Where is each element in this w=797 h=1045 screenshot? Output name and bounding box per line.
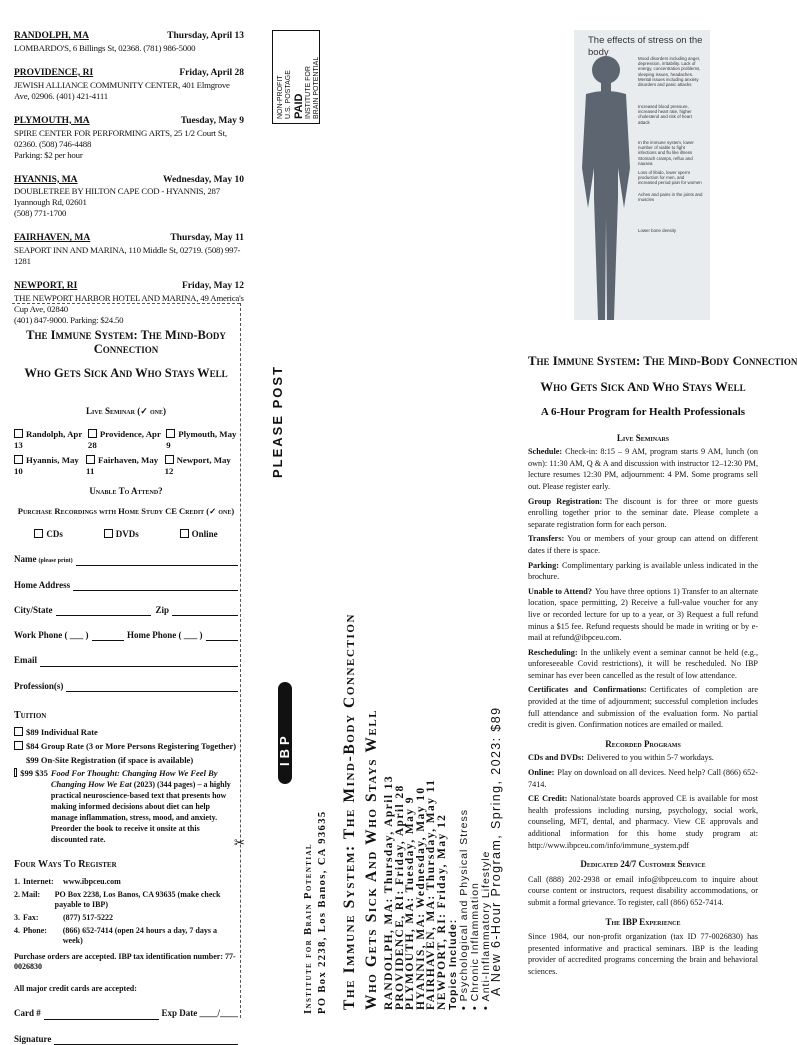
- location-entry: [14, 68, 244, 102]
- location-extra: (508) 771-1700: [14, 208, 67, 219]
- format-option[interactable]: [180, 529, 218, 540]
- infographic-note: Stomach cramps, reflux and nausea: [638, 156, 693, 167]
- register-way: [14, 913, 238, 923]
- cut-line-horizontal: [12, 303, 240, 304]
- recorded-heading: Recorded Programs: [605, 738, 681, 749]
- register-way-number: 4.: [14, 926, 20, 936]
- register-way-value[interactable]: (866) 652-7414 (open 24 hours a day, 7 days a week): [62, 926, 217, 946]
- please-post: PLEASE POST: [270, 364, 285, 478]
- tuition-checkbox[interactable]: [14, 727, 23, 736]
- location-detail: LOMBARDO'S, 6 Billings St, 02368. (781) 986-5000: [14, 42, 196, 53]
- seminar-option-label: Newport, May 12: [164, 455, 231, 477]
- format-checkbox[interactable]: [34, 529, 43, 538]
- work-phone-label: Work Phone ( ___ ): [14, 630, 89, 641]
- register-way-method: Mail:: [21, 890, 41, 900]
- location-extra: (401) 847-9000. Parking: $24.50: [14, 315, 124, 326]
- topic-label: Anti-Inflammatory Lifestyle: [480, 850, 492, 1002]
- mailer-date: FAIRHAVEN, MA: Thursday, May 11: [425, 778, 438, 1010]
- credit-cards-note: All major credit cards are accepted:: [14, 984, 137, 994]
- live-seminars-heading: Live Seminars: [616, 432, 670, 443]
- format-checkbox[interactable]: [180, 529, 189, 538]
- info-paragraph-text: In the unlikely event a seminar cannot be held (e.g., unforeseeable Covid restrictions), it will be rescheduled. No IBP seminar has ever been cancelled as the result of low attendance.: [528, 647, 758, 680]
- seminar-checkbox[interactable]: [86, 455, 95, 464]
- mailer-title-line1: The Immune System: The Mind-Body Connection: [341, 612, 358, 1010]
- body-figure-icon: [576, 48, 636, 320]
- register-way: [14, 926, 238, 946]
- address-field[interactable]: [14, 580, 238, 591]
- format-option[interactable]: [34, 529, 63, 540]
- info-paragraph-key: Unable to Attend?: [528, 586, 592, 596]
- register-way-number: 1.: [14, 877, 20, 887]
- city-label: City/State: [14, 604, 53, 615]
- info-paragraph-text: You or members of your group can attend on different dates if there is space.: [528, 534, 758, 555]
- info-paragraph-text: The discount is for three or more guests enrolling together prior to the seminar date. Please complete a separate registration form for each person.: [528, 496, 758, 529]
- format-label: Online: [191, 529, 218, 540]
- seminar-checkbox[interactable]: [14, 429, 23, 438]
- location-city: FAIRHAVEN, MA: [14, 233, 91, 244]
- bullet-icon: •: [458, 1005, 470, 1010]
- location-extra: Parking: $2 per hour: [14, 149, 83, 160]
- customer-service-heading: Dedicated 24/7 Customer Service: [580, 859, 706, 870]
- info-paragraph-text: Play on download on all devices. Need help? Call (866) 652-7414.: [528, 768, 758, 789]
- info-paragraph-key: Certificates and Confirmations:: [528, 685, 647, 695]
- info-paragraph-text: Certificates of completion are provided at the time of adjournment; successful completion includes full attendance and submission of the evaluation form. No partial credit is given. Confirmation notices are emailed or mailed.: [528, 685, 758, 730]
- right-subtitle: A 6-Hour Program for Health Professionals: [540, 406, 746, 418]
- register-way-method: Internet:: [23, 877, 54, 887]
- locations-list: [14, 31, 244, 326]
- seminar-option-label: Hyannis, May 10: [14, 455, 79, 477]
- register-way-number: 3.: [14, 913, 20, 923]
- tuition-checkbox[interactable]: [14, 741, 23, 750]
- location-entry: [14, 31, 244, 54]
- format-checkbox[interactable]: [104, 529, 113, 538]
- info-paragraph: [528, 752, 758, 764]
- book-title: Food For Thought: Changing How We Feel By Changing How We Eat: [50, 768, 218, 789]
- form-title-line1: The Immune System: The Mind-Body Connection: [26, 328, 226, 356]
- book-description: (2023) (344 pages) – a highly practical neuroscience-based text that presents how making informed decisions about diet can help manage inflammation, stress, mood, and anxiety. Preorder the book to receive it onsite at this discounted rate.: [50, 779, 231, 844]
- unable-heading: Unable To Attend?: [89, 486, 163, 497]
- location-city: PROVIDENCE, RI: [14, 67, 94, 78]
- info-paragraph-text: You have three options 1) Transfer to an alternate location, space permitting, 2) Receive a full-value voucher for any live or recorded lecture for up to a year, or 3) Request a full refund minus a $15 fee. Refund requests should be made in writing or by e-mail at refund@ibpceu.com.: [528, 586, 758, 643]
- seminar-option[interactable]: [14, 429, 88, 451]
- tuition-option[interactable]: [14, 755, 238, 766]
- seminar-checkbox[interactable]: [14, 455, 23, 464]
- info-paragraph: [528, 793, 758, 851]
- phone-field[interactable]: [14, 630, 238, 641]
- location-city: HYANNIS, MA: [14, 174, 78, 185]
- name-label: Name: [14, 554, 37, 565]
- mailer-date: RANDOLPH, MA: Thursday, April 13: [383, 775, 395, 1010]
- mailer-topics: [448, 809, 492, 1010]
- mailer-date: PROVIDENCE, RI: Friday, April 28: [393, 784, 406, 1010]
- location-entry: [14, 233, 244, 267]
- right-title-line1: The Immune System: The Mind-Body Connection: [528, 354, 797, 368]
- seminar-option[interactable]: [14, 455, 86, 477]
- seminar-option[interactable]: [166, 429, 238, 451]
- infographic-note: Loss of libido, lower sperm production for men, and increased period pain for women: [638, 170, 702, 186]
- registration-form: [14, 328, 238, 1045]
- name-note: (please print): [38, 558, 73, 565]
- register-ways: [14, 877, 238, 946]
- location-date: Wednesday, May 10: [162, 174, 244, 185]
- mailer-date: HYANNIS, MA: Wednesday, May 10: [414, 786, 427, 1010]
- register-way-value[interactable]: PO Box 2238, Los Banos, CA 93635 (make check payable to IBP): [54, 890, 221, 910]
- email-label: Email: [14, 655, 38, 666]
- location-detail: JEWISH ALLIANCE COMMUNITY CENTER, 401 Elmgrove Ave, 02906. (401) 421-4111: [14, 79, 230, 101]
- location-detail: DOUBLETREE BY HILTON CAPE COD - HYANNIS, 287 Iyannough Rd, 02601: [14, 186, 220, 208]
- info-paragraph: [528, 560, 758, 583]
- exp-date-label: Exp Date ____/____: [161, 1008, 238, 1019]
- format-option[interactable]: [104, 529, 139, 540]
- location-detail: THE NEWPORT HARBOR HOTEL AND MARINA, 49 America's Cup Ave, 02840: [14, 293, 244, 315]
- location-city: PLYMOUTH, MA: [14, 115, 90, 126]
- ibp-logo-text: IBP: [277, 732, 292, 766]
- book-checkbox[interactable]: [14, 768, 17, 777]
- infographic-note: Aches and pains in the joints and muscles: [638, 192, 703, 203]
- seminar-option-label: Plymouth, May 9: [166, 429, 237, 451]
- info-paragraph-key: Transfers:: [528, 534, 565, 544]
- postage-line2: U.S. POSTAGE: [285, 70, 292, 119]
- postage-indicia: [272, 30, 320, 124]
- infographic-title: The effects of stress on the body: [588, 35, 703, 58]
- signature-label: Signature: [14, 1033, 52, 1044]
- infographic-note: Lower bone density: [638, 228, 677, 233]
- mailer-program: A New 6-Hour Program, Spring, 2023: $89: [489, 706, 503, 996]
- info-paragraph: [528, 533, 758, 556]
- topic-label: Chronic Inflammation: [469, 882, 481, 1002]
- email-field[interactable]: [14, 655, 238, 666]
- info-paragraph: [528, 647, 758, 682]
- seminar-options: [14, 429, 238, 477]
- info-paragraph-text: National/state boards approved CE is available for most health professions including nursing, psychology, social work, counseling, MFT, dental, and pharmacy. View CE approvals and additional information for this home study program at: http://www.ibpceu.com/info/immune_system.pdf: [528, 794, 758, 850]
- infographic-note: Mood disorders including anger, depression, irritability. Lack of energy, concentration problems, sleeping issues, headaches. Mental issues including anxiety disorders and panic attacks: [638, 56, 701, 88]
- mailer-dates: [384, 775, 448, 1010]
- mailer-date: PLYMOUTH, MA: Tuesday, May 9: [404, 796, 417, 1010]
- customer-service-text: Call (888) 202-2938 or email info@ibpceu.com to inquire about course content or instructors, request disability accommodations, or submit a formal grievance. To register, call (866) 652-7414.: [528, 874, 758, 907]
- postage-line4: INSTITUTE FOR: [305, 66, 312, 119]
- seminar-option-label: Providence, Apr 28: [87, 429, 161, 451]
- tuition-option[interactable]: [14, 741, 238, 752]
- info-paragraph-key: CE Credit:: [528, 794, 568, 804]
- postage-line1: NON-PROFIT: [277, 75, 284, 119]
- info-paragraph-key: Group Registration:: [528, 496, 603, 506]
- register-way: [14, 877, 238, 887]
- mailer-title-line2: Who Gets Sick And Who Stays Well: [363, 708, 380, 1010]
- bullet-icon: •: [469, 1005, 481, 1010]
- location-detail: SEAPORT INN AND MARINA, 110 Middle St, 02719. (508) 997-1281: [14, 245, 241, 267]
- location-detail: SPIRE CENTER FOR PERFORMING ARTS, 25 1/2 Court St, 02360. (508) 746-4488: [14, 127, 227, 149]
- form-title-line2: Who Gets Sick And Who Stays Well: [24, 366, 228, 380]
- seminar-checkbox[interactable]: [165, 455, 174, 464]
- format-label: CDs: [46, 529, 63, 540]
- ibp-experience-text: Since 1984, our non-profit organization (tax ID 77-0026830) has presented informative and practical seminars. IBP is the leading provider of accredited programs concerning the brain and behavioral sciences.: [528, 932, 758, 976]
- register-heading: Four Ways To Register: [14, 858, 117, 870]
- seminar-checkbox[interactable]: [166, 429, 175, 438]
- location-date: Thursday, April 13: [167, 31, 244, 41]
- seminar-option[interactable]: [88, 429, 166, 451]
- info-paragraph-key: Parking:: [528, 560, 559, 570]
- profession-label: Profession(s): [14, 680, 64, 691]
- register-way: [14, 890, 238, 910]
- info-paragraph-key: Online:: [528, 768, 555, 778]
- info-paragraph-text: Check-in: 8:15 – 9 AM, program starts 9 AM, lunch (on own): 11:30 AM, Q & A and discussion with instructor 12–12:30 PM, lecture resumes 12:30 PM, adjournment: 4 PM. Some programs sell out. Please register early.: [528, 447, 758, 491]
- purchase-heading: Purchase Recordings with Home Study CE Credit (✓ one): [17, 506, 235, 517]
- infographic-note: In the immune system, lower number of viable to fight infections and flu like illness: [638, 140, 694, 156]
- infographic-note: Increased blood pressure, increased heart rate, higher cholesterol and risk of heart attack: [638, 104, 692, 125]
- mailer-org: [302, 843, 315, 1014]
- info-paragraph-text: Delivered to you within 5-7 workdays.: [586, 753, 714, 763]
- location-date: Friday, May 12: [181, 281, 244, 292]
- tuition-heading: Tuition: [14, 709, 47, 721]
- city-zip-field[interactable]: [14, 605, 238, 616]
- org-name: Institute for Brain Potential: [303, 842, 314, 1014]
- postage-line5: BRAIN POTENTIAL: [313, 56, 320, 119]
- seminar-option-label: Fairhaven, May 11: [86, 455, 159, 477]
- tuition-label: $84 Group Rate (3 or More Persons Registering Together): [26, 740, 237, 751]
- signature-field[interactable]: [14, 1034, 238, 1045]
- topics-heading: Topics Include:: [447, 918, 459, 1010]
- seminar-checkbox[interactable]: [88, 429, 97, 438]
- location-entry: [14, 116, 244, 161]
- profession-field[interactable]: [14, 681, 238, 692]
- book-option[interactable]: [14, 768, 238, 845]
- purchase-orders: Purchase orders are accepted. IBP tax identification number: 77-0026830: [14, 952, 236, 972]
- right-title-line2: Who Gets Sick And Who Stays Well: [540, 380, 746, 394]
- location-entry: [14, 175, 244, 220]
- register-way-value[interactable]: www.ibpceu.com: [63, 877, 121, 887]
- ibp-logo: [272, 678, 298, 788]
- info-paragraph-text: Complimentary parking is available unless indicated in the brochure.: [528, 560, 758, 582]
- zip-label: Zip: [155, 604, 169, 615]
- info-paragraph: [528, 586, 758, 644]
- card-field[interactable]: [14, 1008, 238, 1019]
- tuition-label: $89 Individual Rate: [26, 727, 98, 738]
- info-paragraph: [528, 496, 758, 531]
- stress-infographic: [574, 30, 710, 320]
- mailer-date: NEWPORT, RI: Friday, May 12: [435, 813, 448, 1010]
- tuition-label: $99 On-Site Registration (if space is available): [26, 754, 194, 765]
- location-city: RANDOLPH, MA: [14, 31, 89, 41]
- register-way-method: Phone:: [22, 926, 47, 936]
- mailer-address: PO Box 2238, Los Banos, CA 93635: [317, 810, 328, 1014]
- scissors-icon: ✂: [234, 835, 245, 850]
- format-label: DVDs: [115, 529, 139, 540]
- info-paragraph: [528, 684, 758, 730]
- home-phone-label: Home Phone ( ___ ): [127, 630, 203, 641]
- location-date: Tuesday, May 9: [180, 115, 244, 126]
- tuition-option[interactable]: [14, 727, 238, 738]
- info-paragraph-key: Schedule:: [528, 447, 563, 457]
- info-paragraph: [528, 446, 758, 492]
- postage-line3: PAID: [293, 93, 305, 119]
- ibp-experience-heading: The IBP Experience: [605, 916, 681, 927]
- format-options: [14, 529, 238, 540]
- seminar-option-label: Randolph, Apr 13: [14, 429, 83, 451]
- seminar-option[interactable]: [86, 455, 165, 477]
- address-label: Home Address: [14, 579, 71, 590]
- topic-label: Psychological and Physical Stress: [458, 808, 470, 1002]
- info-paragraph-key: CDs and DVDs:: [528, 753, 584, 763]
- name-field[interactable]: [14, 554, 238, 565]
- register-way-number: 2.: [14, 890, 20, 900]
- bullet-icon: •: [480, 1005, 492, 1010]
- location-date: Friday, April 28: [179, 67, 244, 78]
- info-paragraph-key: Rescheduling:: [528, 647, 578, 657]
- tuition-options: [14, 727, 238, 765]
- location-date: Thursday, May 11: [170, 233, 244, 244]
- info-paragraph: [528, 767, 758, 790]
- book-price: $99 $35: [20, 768, 48, 779]
- program-details: [528, 354, 797, 981]
- card-label: Card #: [14, 1008, 41, 1019]
- seminar-option[interactable]: [165, 455, 238, 477]
- cut-line-vertical: [240, 303, 241, 1018]
- register-way-value[interactable]: (877) 517-5222: [63, 913, 113, 923]
- register-way-method: Fax:: [23, 913, 39, 923]
- live-seminar-heading: Live Seminar (✓ one): [86, 406, 166, 416]
- location-city: NEWPORT, RI: [14, 281, 78, 292]
